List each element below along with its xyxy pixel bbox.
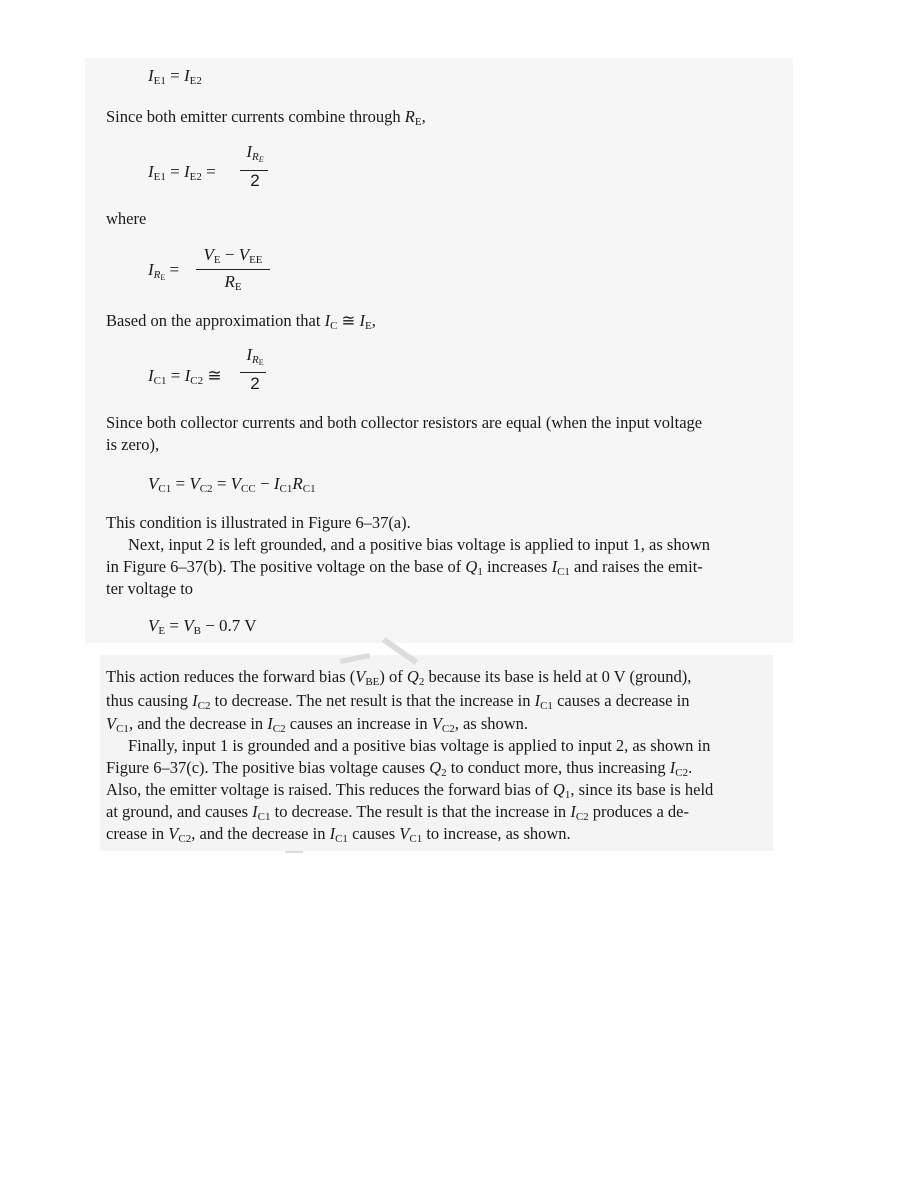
paragraph-text: Since both collector currents and both collector resistors are equal (when the input voltage <box>106 413 703 432</box>
paragraph-text: Since both emitter currents combine through $R_E$, <box>106 107 426 128</box>
paragraph-text: Next, input 2 is left grounded, and a positive bias voltage is applied to input 1, as shown <box>128 535 710 554</box>
equation-collector-current: $I_{C1} = I_{C2}$ ≅ <box>148 366 222 387</box>
equation-emitter-voltage: $V_E = V_B - 0.7$ V <box>148 616 257 637</box>
paragraph-text: crease in $V_{C2}$, and the decrease in $I_{C1}$ causes $V_{C1}$ to increase, as shown. <box>106 824 571 845</box>
fraction-numerator: $V_E - V_{EE}$ <box>203 245 263 266</box>
paragraph-text: Finally, input 1 is grounded and a positive bias voltage is applied to input 2, as shown in <box>128 736 711 755</box>
equation-re-current: $I_{R_E}$ = <box>148 260 180 282</box>
paragraph-text: in Figure 6–37(b). The positive voltage on the base of $Q_1$ increases $I_{C1}$ and raises the emit- <box>106 557 703 578</box>
paragraph-text: is zero), <box>106 435 160 454</box>
paragraph-text: $V_{C1}$, and the decrease in $I_{C2}$ causes an increase in $V_{C2}$, as shown. <box>106 714 529 735</box>
scan-artifact <box>285 851 303 853</box>
paragraph-text: Figure 6–37(c). The positive bias voltage causes $Q_2$ to conduct more, thus increasing $I_{C2}$. <box>106 758 693 779</box>
equation-emitter-equal: $I_{E1} = I_{E2}$ <box>148 66 202 87</box>
paragraph-text: This condition is illustrated in Figure 6–37(a). <box>106 513 411 532</box>
fraction-denominator: 2 <box>250 374 260 393</box>
paragraph-text: ter voltage to <box>106 579 194 598</box>
equation-collector-voltage: $V_{C1} = V_{C2} = V_{CC} - I_{C1}R_{C1}$ <box>148 474 316 495</box>
paragraph-text: at ground, and causes $I_{C1}$ to decrease. The result is that the increase in $I_{C2}$ produces a de- <box>106 802 689 823</box>
equation-emitter-current: $I_{E1} = I_{E2}$ = <box>148 162 216 183</box>
paragraph-text: This action reduces the forward bias $(V_{BE})$ of $Q_2$ because its base is held at 0 V (ground), <box>106 667 692 688</box>
paragraph-text: where <box>106 209 147 228</box>
fraction-numerator: $I_{R_E}$ <box>246 345 264 367</box>
fraction-denominator: $R_E$ <box>224 272 242 293</box>
fraction-denominator: 2 <box>250 171 260 190</box>
paragraph-text: thus causing $I_{C2}$ to decrease. The net result is that the increase in $I_{C1}$ causes a decrease in <box>106 691 690 712</box>
fraction-numerator: $I_{R_E}$ <box>246 142 264 164</box>
paragraph-text: Also, the emitter voltage is raised. This reduces the forward bias of $Q_1$, since its base is held <box>106 780 714 801</box>
fraction-bar <box>196 269 270 270</box>
paragraph-text: Based on the approximation that $I_C$ ≅ $I_E$, <box>106 311 376 332</box>
fraction-bar <box>240 372 266 373</box>
